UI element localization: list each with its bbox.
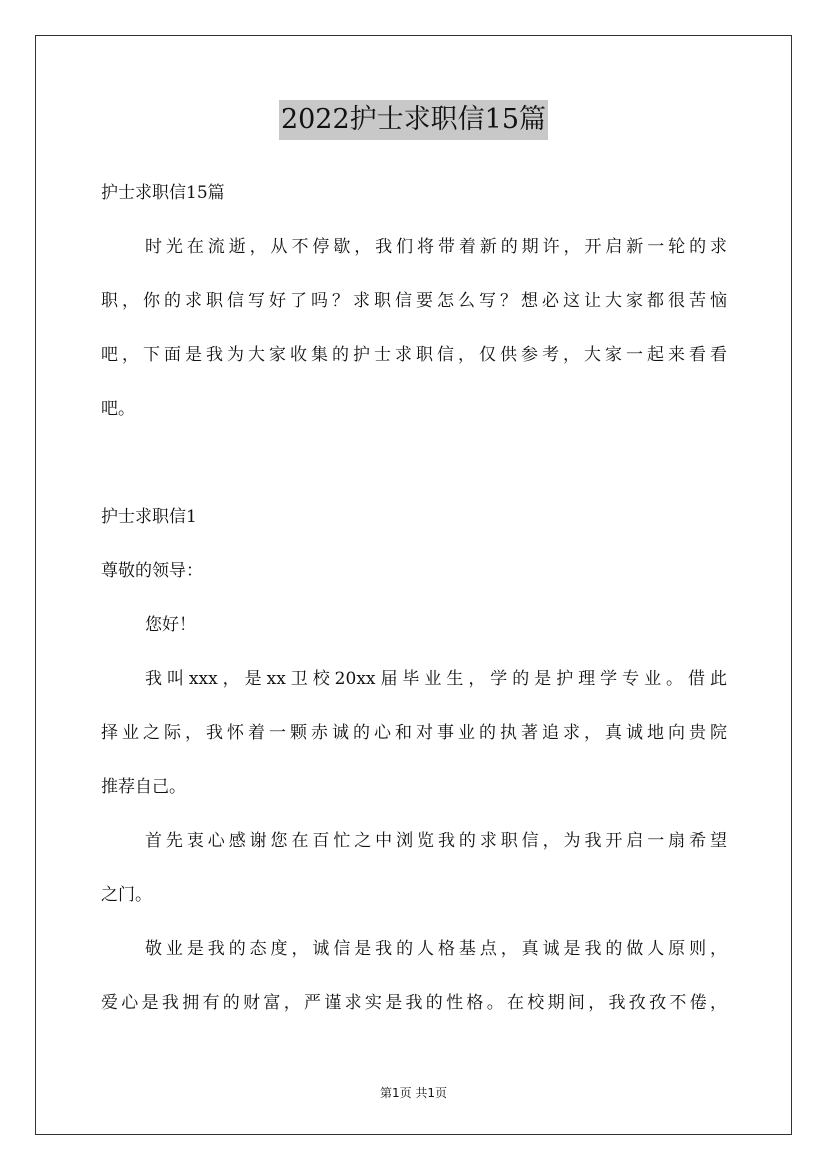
para1-line-3: 推荐自己。 [101, 777, 186, 797]
para3-line-1: 敬业是我的态度，诚信是我的人格基点，真诚是我的做人原则， [145, 939, 727, 959]
intro-line-3: 吧，下面是我为大家收集的护士求职信，仅供参考，大家一起来看看 [101, 345, 727, 365]
page-footer: 第1页 共1页 [379, 1086, 448, 1100]
intro-line-2: 职，你的求职信写好了吗？求职信要怎么写？想必这让大家都很苦恼 [101, 291, 727, 311]
title-container [0, 100, 827, 140]
para1-line-1: 我叫xxx，是xx卫校20xx届毕业生，学的是护理学专业。借此 [145, 669, 727, 689]
para2-line-1: 首先衷心感谢您在百忙之中浏览我的求职信，为我开启一扇希望 [145, 831, 727, 851]
subtitle: 护士求职信15篇 [101, 183, 225, 203]
salutation: 尊敬的领导： [101, 561, 203, 581]
document-title: 2022护士求职信15篇 [279, 100, 548, 140]
section-heading: 护士求职信1 [101, 507, 197, 527]
intro-line-4: 吧。 [101, 399, 135, 419]
para1-line-2: 择业之际，我怀着一颗赤诚的心和对事业的执著追求，真诚地向贵院 [101, 723, 727, 743]
intro-line-1: 时光在流逝，从不停歇，我们将带着新的期许，开启新一轮的求 [145, 237, 727, 257]
para3-line-2: 爱心是我拥有的财富，严谨求实是我的性格。在校期间，我孜孜不倦， [101, 993, 727, 1013]
para2-line-2: 之门。 [101, 885, 152, 905]
greeting: 您好！ [145, 615, 196, 635]
